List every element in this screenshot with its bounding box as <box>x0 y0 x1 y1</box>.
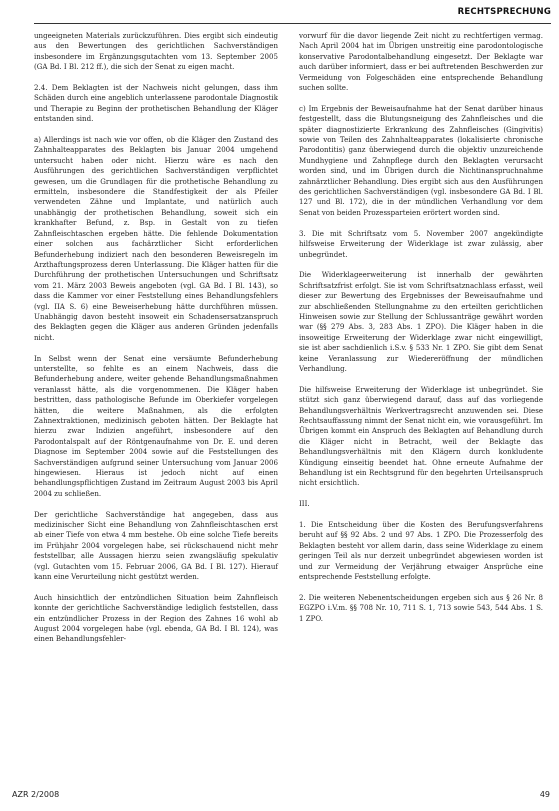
section-label: RECHTSPRECHUNG <box>457 7 551 17</box>
paragraph: vorwurf für die davor liegende Zeit nicht zu rechtfertigen vermag. Nach April 2004 hat im Übrigen unstreitig eine parodontologische konservative Parodontalbehandlung eingesetzt. Der Beklagte war auch darüber informiert, dass er bei auftretenden Beschwerden zur Vermeidung von Folgeschäden eine entsprechende Behandlung suchen sollte. <box>299 31 543 93</box>
paragraph: ungeeigneten Materials zurückzuführen. Dies ergibt sich eindeutig aus den Bewertungen des gerichtlichen Sachverständigen insbesondere im Ergänzungsgutachten vom 13. September 2005 (GA Bd. I Bl. 212 ff.), die sich der Senat zu eigen macht. <box>34 31 278 72</box>
left-column <box>34 31 278 645</box>
paragraph: a) Allerdings ist nach wie vor offen, ob die Kläger den Zustand des Zahnhalteapparates des Beklagten bis Januar 2004 umgehend untersucht haben oder nicht. Hierzu wäre es nach den Ausführungen des gerichtlichen Sachverständigen verpflichtet gewesen, um die Grundlagen für die prothetische Behandlung zu ermitteln, insbesondere die Standfestigkeit der als Pfeiler verwendeten Zähne und Implantate, und natürlich auch unabhängig der prothetischen Behandlung, soweit sich ein krankhafter Befund, z. Bsp. in Gestalt von zu tiefen Zahnfleischtaschen ergeben hätte. Die fehlende Dokumentation einer solchen aus fachärztlicher Sicht erforderlichen Befunderhebung indiziert nach den besonderen Beweisregeln im Arzthaftungsprozess deren Unterlassung. Die Kläger hatten für die Durchführung der prothetischen Untersuchungen und Schriftsatz vom 21. März 2003 Beweis angeboten (vgl. GA Bd. I Bl. 143), so dass die Kammer vor einer Feststellung eines Behandlungsfehlers (vgl. IIA S. 6) eine Beweiserhebung hätte durchführen müssen. Unabhängig davon besteht insoweit ein Schadensersatzanspruch des Beklagten gegen die Kläger aus anderen Gründen jedenfalls nicht. <box>34 135 278 342</box>
paragraph: c) Im Ergebnis der Beweisaufnahme hat der Senat darüber hinaus festgestellt, dass die Blutungsneigung des Zahnfleisches und die später diagnostizierte Erkrankung des Zahnfleisches (Gingivitis) sowie von Teilen des Zahnhalteapparates (lokalisierte chronische Parodontitis) ganz überwiegend durch die objektiv unzureichende Mundhygiene und Zahnpflege durch den Beklagten verursacht worden sind, und im Übrigen durch die Nichtinanspruchnahme zahnärztlicher Behandlung. Dies ergibt sich aus den Ausführungen des gerichtlichen Sachverständigen (vgl. insbesondere GA Bd. I Bl. 127 und Bl. 172), die in der mündlichen Verhandlung vor dem Senat von beiden Prozessparteien erörtert worden sind. <box>299 103 543 217</box>
paragraph: Die Widerklageerweiterung ist innerhalb der gewährten Schriftsatzfrist erfolgt. Sie ist vom Schriftsatznachlass erfasst, weil dieser zur Bewertung des Ergebnisses der Beweisaufnahme und zur abschließenden Stellungnahme zu den erteilten gerichtlichen Hinweisen sowie zur Stellung der Schlussanträge gewährt worden war (§§ 279 Abs. 3, 283 Abs. 1 ZPO). Die Kläger haben in die insoweitige Erweiterung der Widerklage zwar nicht eingewilligt, sie ist aber sachdienlich i.S.v. § 533 Nr. 1 ZPO. Sie gibt dem Senat keine Veranlassung zur Wiedereröffnung der mündlichen Verhandlung. <box>299 270 543 373</box>
page-number: 49 <box>539 790 550 799</box>
paragraph: 2.4. Dem Beklagten ist der Nachweis nicht gelungen, dass ihm Schäden durch eine angeblich unterlassene parodontale Diagnostik und Therapie zu Beginn der prothetischen Behandlung der Kläger entstanden sind. <box>34 83 278 124</box>
paragraph: 1. Die Entscheidung über die Kosten des Berufungsverfahrens beruht auf §§ 92 Abs. 2 und 97 Abs. 1 ZPO. Die Prozesserfolg des Beklagten besteht vor allem darin, dass seine Widerklage zu einem geringen Teil als nur derzeit unbegründet abgewiesen worden ist und zur Vermeidung der Verjährung etwaiger Ansprüche eine entsprechende Feststellung erfolgte. <box>299 520 543 582</box>
section-heading: III. <box>299 499 310 509</box>
paragraph: In Selbst wenn der Senat eine versäumte Befunderhebung unterstellte, so fehlte es an einem Nachweis, dass die Befunderhebung andere, weiter gehende Behandlungsmaßnahmen veranlasst hätte, als die vorgenommenen. Die Kläger haben bestritten, dass pathologische Befunde im Oberkiefer vorgelegen hätten, die weitere Maßnahmen, als die erfolgten Zahnextraktionen, medizinisch geboten hätten. Der Beklagte hat hierzu zwar Indizien angeführt, insbesondere auf den Parodontalspalt auf der Röntgenaufnahme von Dr. E. und deren Diagnose im September 2004 sowie auf die Feststellungen des Sachverständigen aufgrund seiner Untersuchung vom Januar 2006 hingewiesen. Hieraus ist jedoch nicht auf einen behandlungspflichtigen Zustand im Zeitraum August 2003 bis April 2004 zu schließen. <box>34 353 278 498</box>
right-column <box>299 31 543 624</box>
journal-issue: AZR 2/2008 <box>12 790 60 799</box>
paragraph: 2. Die weiteren Nebenentscheidungen ergeben sich aus § 26 Nr. 8 EGZPO i.V.m. §§ 708 Nr. 10, 711 S. 1, 713 sowie 543, 544 Abs. 1 S. 1 ZPO. <box>299 592 543 623</box>
header-rule <box>34 23 551 24</box>
paragraph: Auch hinsichtlich der entzündlichen Situation beim Zahnfleisch konnte der gerichtliche Sachverständige lediglich feststellen, dass ein entzündlicher Prozess in der Region des Zahnes 16 wohl ab August 2004 vorgelegen habe (vgl. ebenda, GA Bd. I Bl. 124), was einen Behandlungsfehler- <box>34 592 278 644</box>
paragraph: 3. Die mit Schriftsatz vom 5. November 2007 angekündigte hilfsweise Erweiterung der Widerklage ist zwar zulässig, aber unbegründet. <box>299 228 543 259</box>
paragraph: Der gerichtliche Sachverständige hat angegeben, dass aus medizinischer Sicht eine Behandlung von Zahnfleischtaschen erst ab einer Tiefe von etwa 4 mm bestehe. Ob eine solche Tiefe bereits im Frühjahr 2004 vorgelegen habe, sei rückschauend nicht mehr feststellbar, alle Aussagen hierzu seien zwangsläufig spekulativ (vgl. Gutachten vom 15. Februar 2006, GA Bd. I Bl. 127). Hierauf kann eine Verurteilung nicht gestützt werden. <box>34 509 278 582</box>
paragraph: Die hilfsweise Erweiterung der Widerklage ist unbegründet. Sie stützt sich ganz überwiegend darauf, dass auf das vorliegende Behandlungsverhältnis Werkvertragsrecht anzuwenden sei. Diese Rechtsauffassung nimmt der Senat nicht ein, wie vorausgeführt. Im Übrigen kommt ein Anspruch des Beklagten auf Behandlung durch die Kläger nicht in Betracht, weil der Beklagte das Behandlungsverhältnis mit den Klägern durch konkludente Kündigung einseitig beendet hat. Ohne erneute Aufnahme der Behandlung ist ein Rechtsgrund für den begehrten Urteilsanspruch nicht ersichtlich. <box>299 384 543 488</box>
